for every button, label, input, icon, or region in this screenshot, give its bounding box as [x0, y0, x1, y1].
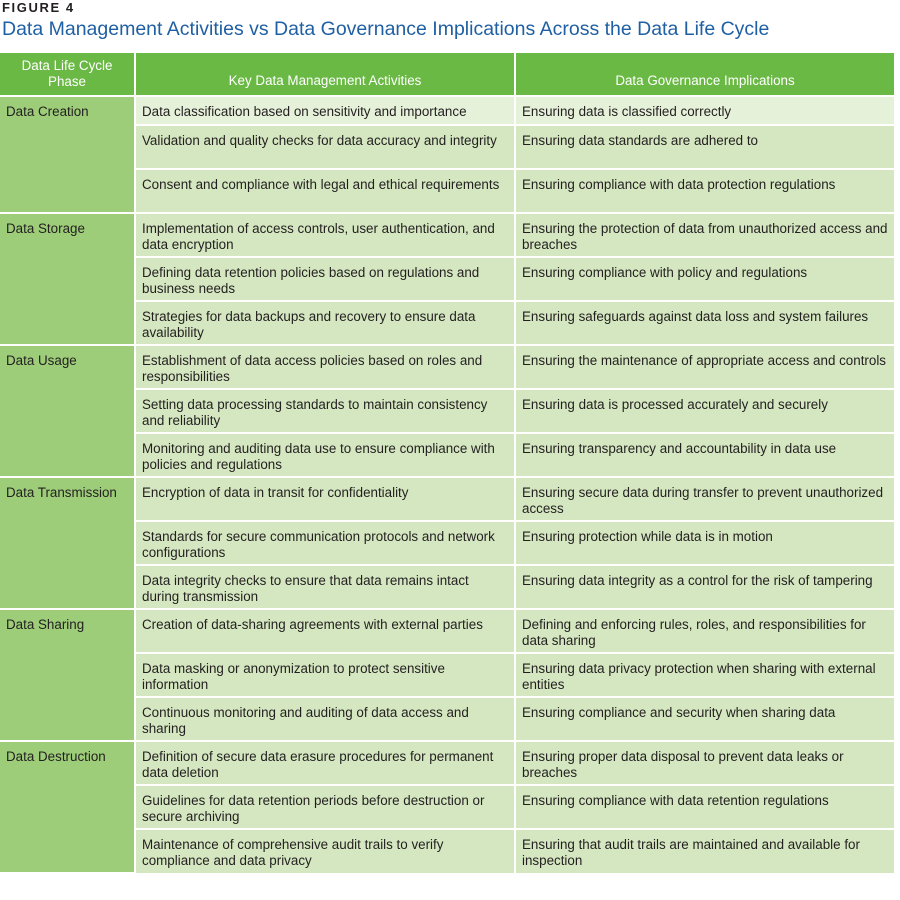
header-implications: Data Governance Implications [515, 53, 895, 96]
activity-cell: Validation and quality checks for data accuracy and integrity [135, 125, 515, 169]
phase-cell: Data Creation [0, 96, 135, 213]
activity-cell: Data integrity checks to ensure that data remains intact during transmission [135, 565, 515, 609]
table-row [0, 653, 895, 697]
phase-cell: Data Destruction [0, 741, 135, 873]
figure-title: Data Management Activities vs Data Governance Implications Across the Data Life Cycle [2, 18, 770, 40]
table-row [0, 741, 895, 785]
implication-cell: Ensuring proper data disposal to prevent data leaks or breaches [515, 741, 895, 785]
implication-cell: Ensuring data standards are adhered to [515, 125, 895, 169]
activity-cell: Maintenance of comprehensive audit trails to verify compliance and data privacy [135, 829, 515, 873]
activity-cell: Defining data retention policies based on regulations and business needs [135, 257, 515, 301]
table-row [0, 345, 895, 389]
implication-cell: Ensuring transparency and accountability in data use [515, 433, 895, 477]
activity-cell: Monitoring and auditing data use to ensure compliance with policies and regulations [135, 433, 515, 477]
phase-cell: Data Usage [0, 345, 135, 477]
table-row [0, 609, 895, 653]
table-row [0, 565, 895, 609]
table-row [0, 169, 895, 213]
phase-cell: Data Sharing [0, 609, 135, 741]
figure-label: FIGURE 4 [2, 0, 75, 15]
header-phase: Data Life Cycle Phase [0, 53, 135, 96]
implication-cell: Ensuring that audit trails are maintained and available for inspection [515, 829, 895, 873]
table-row [0, 829, 895, 873]
table-row [0, 125, 895, 169]
activity-cell: Standards for secure communication protocols and network configurations [135, 521, 515, 565]
header-activities: Key Data Management Activities [135, 53, 515, 96]
activity-cell: Data classification based on sensitivity and importance [135, 96, 515, 125]
phase-cell: Data Storage [0, 213, 135, 345]
phase-cell: Data Transmission [0, 477, 135, 609]
table-row [0, 389, 895, 433]
activity-cell: Definition of secure data erasure procedures for permanent data deletion [135, 741, 515, 785]
table-row [0, 477, 895, 521]
table-row [0, 301, 895, 345]
activity-cell: Continuous monitoring and auditing of data access and sharing [135, 697, 515, 741]
table-row [0, 257, 895, 301]
table-row [0, 213, 895, 257]
implication-cell: Ensuring the maintenance of appropriate access and controls [515, 345, 895, 389]
implication-cell: Ensuring data integrity as a control for the risk of tampering [515, 565, 895, 609]
activity-cell: Encryption of data in transit for confidentiality [135, 477, 515, 521]
activity-cell: Consent and compliance with legal and ethical requirements [135, 169, 515, 213]
activity-cell: Creation of data-sharing agreements with external parties [135, 609, 515, 653]
table-row [0, 433, 895, 477]
table-row [0, 785, 895, 829]
lifecycle-table [0, 53, 896, 874]
implication-cell: Ensuring the protection of data from unauthorized access and breaches [515, 213, 895, 257]
activity-cell: Strategies for data backups and recovery to ensure data availability [135, 301, 515, 345]
activity-cell: Implementation of access controls, user authentication, and data encryption [135, 213, 515, 257]
implication-cell: Ensuring data is classified correctly [515, 96, 895, 125]
table-row [0, 521, 895, 565]
activity-cell: Setting data processing standards to maintain consistency and reliability [135, 389, 515, 433]
activity-cell: Guidelines for data retention periods before destruction or secure archiving [135, 785, 515, 829]
implication-cell: Defining and enforcing rules, roles, and responsibilities for data sharing [515, 609, 895, 653]
implication-cell: Ensuring safeguards against data loss and system failures [515, 301, 895, 345]
implication-cell: Ensuring compliance with policy and regulations [515, 257, 895, 301]
header-row [0, 53, 895, 96]
activity-cell: Data masking or anonymization to protect sensitive information [135, 653, 515, 697]
table-row [0, 697, 895, 741]
implication-cell: Ensuring protection while data is in motion [515, 521, 895, 565]
implication-cell: Ensuring data is processed accurately and securely [515, 389, 895, 433]
implication-cell: Ensuring data privacy protection when sharing with external entities [515, 653, 895, 697]
implication-cell: Ensuring compliance with data retention regulations [515, 785, 895, 829]
activity-cell: Establishment of data access policies based on roles and responsibilities [135, 345, 515, 389]
implication-cell: Ensuring compliance and security when sharing data [515, 697, 895, 741]
implication-cell: Ensuring secure data during transfer to prevent unauthorized access [515, 477, 895, 521]
implication-cell: Ensuring compliance with data protection regulations [515, 169, 895, 213]
table-row [0, 96, 895, 125]
